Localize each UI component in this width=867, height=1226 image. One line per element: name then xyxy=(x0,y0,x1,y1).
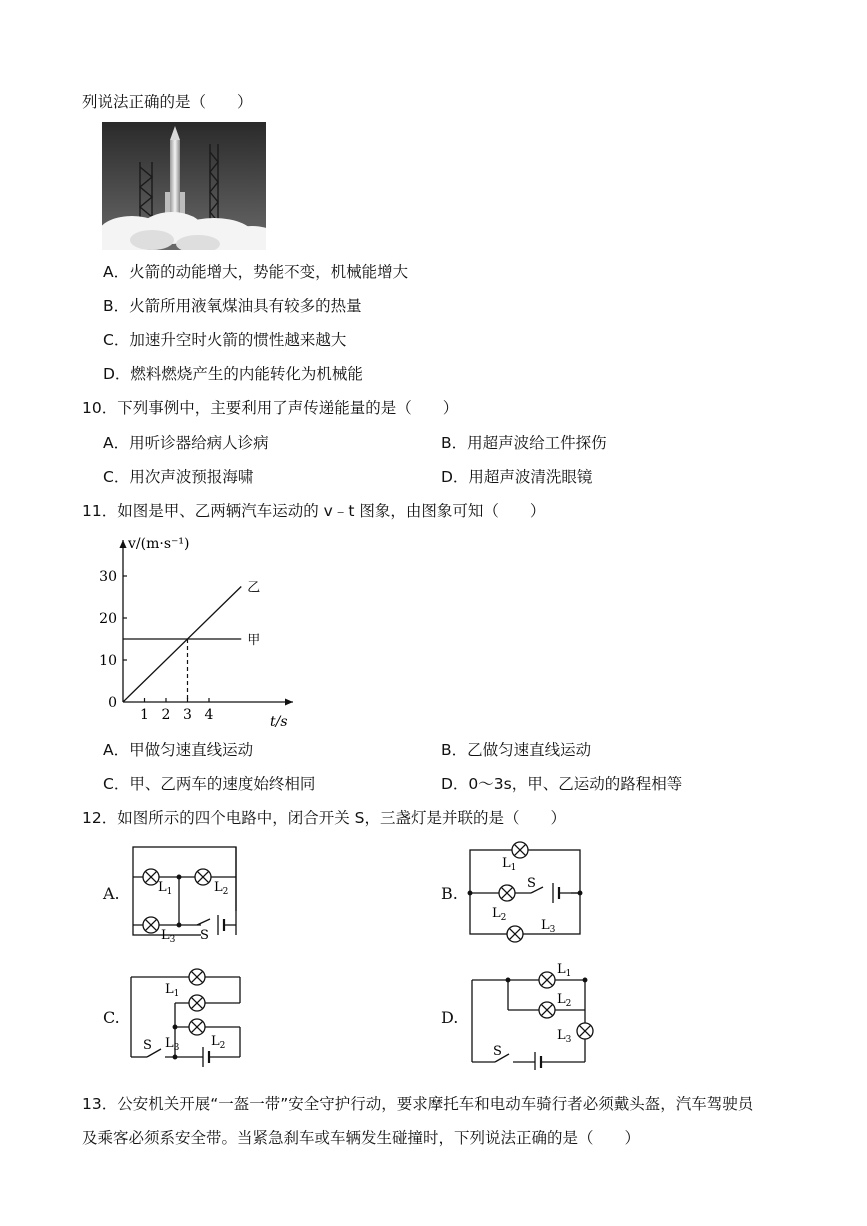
q13-stem-line2: 及乘客必须系安全带。当紧急刹车或车辆发生碰撞时，下列说法正确的是（ ） xyxy=(82,1129,641,1147)
q12-stem: 12．如图所示的四个电路中，闭合开关 S，三盏灯是并联的是（ ） xyxy=(82,809,566,827)
svg-text:S: S xyxy=(527,876,536,891)
q11-stem: 11．如图是甲、乙两辆汽车运动的 v﹣t 图象，由图象可知（ ） xyxy=(82,502,546,520)
vt-x-tick-label: 4 xyxy=(204,707,214,723)
q10-option-d: D．用超声波清洗眼镜 xyxy=(441,468,593,486)
q11-option-c: C．甲、乙两车的速度始终相同 xyxy=(103,775,316,793)
svg-text:L1: $L_1$ xyxy=(158,880,173,897)
svg-text:L2: $L_2$ xyxy=(211,1034,226,1051)
q10-stem: 10．下列事例中，主要利用了声传递能量的是（ ） xyxy=(82,399,459,417)
circuit-c-letter: C. xyxy=(103,1008,120,1027)
svg-text:L2: $L_2$ xyxy=(492,906,507,923)
vt-series-line xyxy=(123,587,241,703)
circuit-d-letter: D. xyxy=(441,1008,459,1027)
vt-ticks xyxy=(99,569,213,723)
vt-series-label: 乙 xyxy=(247,580,261,596)
vt-xlabel: t/s xyxy=(270,714,288,730)
vt-y-tick-label: 20 xyxy=(99,611,117,627)
q10-option-c: C．用次声波预报海啸 xyxy=(103,468,254,486)
q10-option-a: A．用听诊器给病人诊病 xyxy=(103,434,269,452)
svg-text:L3: $L_3$ xyxy=(557,1028,572,1045)
q9-option-a: A．火箭的动能增大，势能不变，机械能增大 xyxy=(103,263,409,281)
vt-series xyxy=(123,581,260,703)
svg-text:L1: $L_1$ xyxy=(557,962,572,979)
vt-series-label: 甲 xyxy=(247,633,261,648)
q9-stem: 列说法正确的是（ ） xyxy=(82,93,253,111)
q13-stem-line1: 13．公安机关开展“一盔一带”安全守护行动，要求摩托车和电动车骑行者必须戴头盔，汽车驾驶员 xyxy=(82,1095,754,1113)
vt-x-tick-label: 1 xyxy=(140,707,149,723)
q11-option-d: D．0～3s，甲、乙运动的路程相等 xyxy=(441,775,683,793)
vt-x-tick-label: 2 xyxy=(161,707,171,723)
svg-text:L3: $L_3$ xyxy=(161,928,176,945)
vt-x-tick-label: 3 xyxy=(183,707,192,723)
svg-text:L2: $L_2$ xyxy=(214,880,229,897)
vt-y-tick-label: 10 xyxy=(99,653,117,669)
q11-option-a: A．甲做匀速直线运动 xyxy=(103,741,254,759)
circuit-b-letter: B. xyxy=(441,884,458,903)
vt-ylabel: v/(m·s⁻¹) xyxy=(128,536,190,552)
q11-option-b: B．乙做匀速直线运动 xyxy=(441,741,592,759)
svg-text:L3: $L_3$ xyxy=(541,918,556,935)
vt-y-tick-label: 0 xyxy=(108,695,117,711)
svg-text:S: S xyxy=(143,1038,152,1053)
q10-option-b: B．用超声波给工件探伤 xyxy=(441,434,607,452)
q12-circuit-diagrams xyxy=(95,835,615,1070)
svg-text:L1: $L_1$ xyxy=(165,982,180,999)
svg-text:S: S xyxy=(493,1044,502,1059)
q9-option-d: D．燃料燃烧产生的内能转化为机械能 xyxy=(103,365,363,383)
q9-option-c: C．加速升空时火箭的惯性越来越大 xyxy=(103,331,347,349)
q9-option-b: B．火箭所用液氧煤油具有较多的热量 xyxy=(103,297,362,315)
svg-text:S: S xyxy=(200,928,209,943)
svg-text:L3: $L_3$ xyxy=(165,1036,180,1053)
svg-text:L1: $L_1$ xyxy=(502,856,517,873)
vt-y-tick-label: 30 xyxy=(99,569,117,585)
rocket-launch-photo xyxy=(102,122,266,250)
vt-graph xyxy=(88,530,313,730)
circuit-a-letter: A. xyxy=(103,884,120,903)
svg-text:L2: $L_2$ xyxy=(557,992,572,1009)
